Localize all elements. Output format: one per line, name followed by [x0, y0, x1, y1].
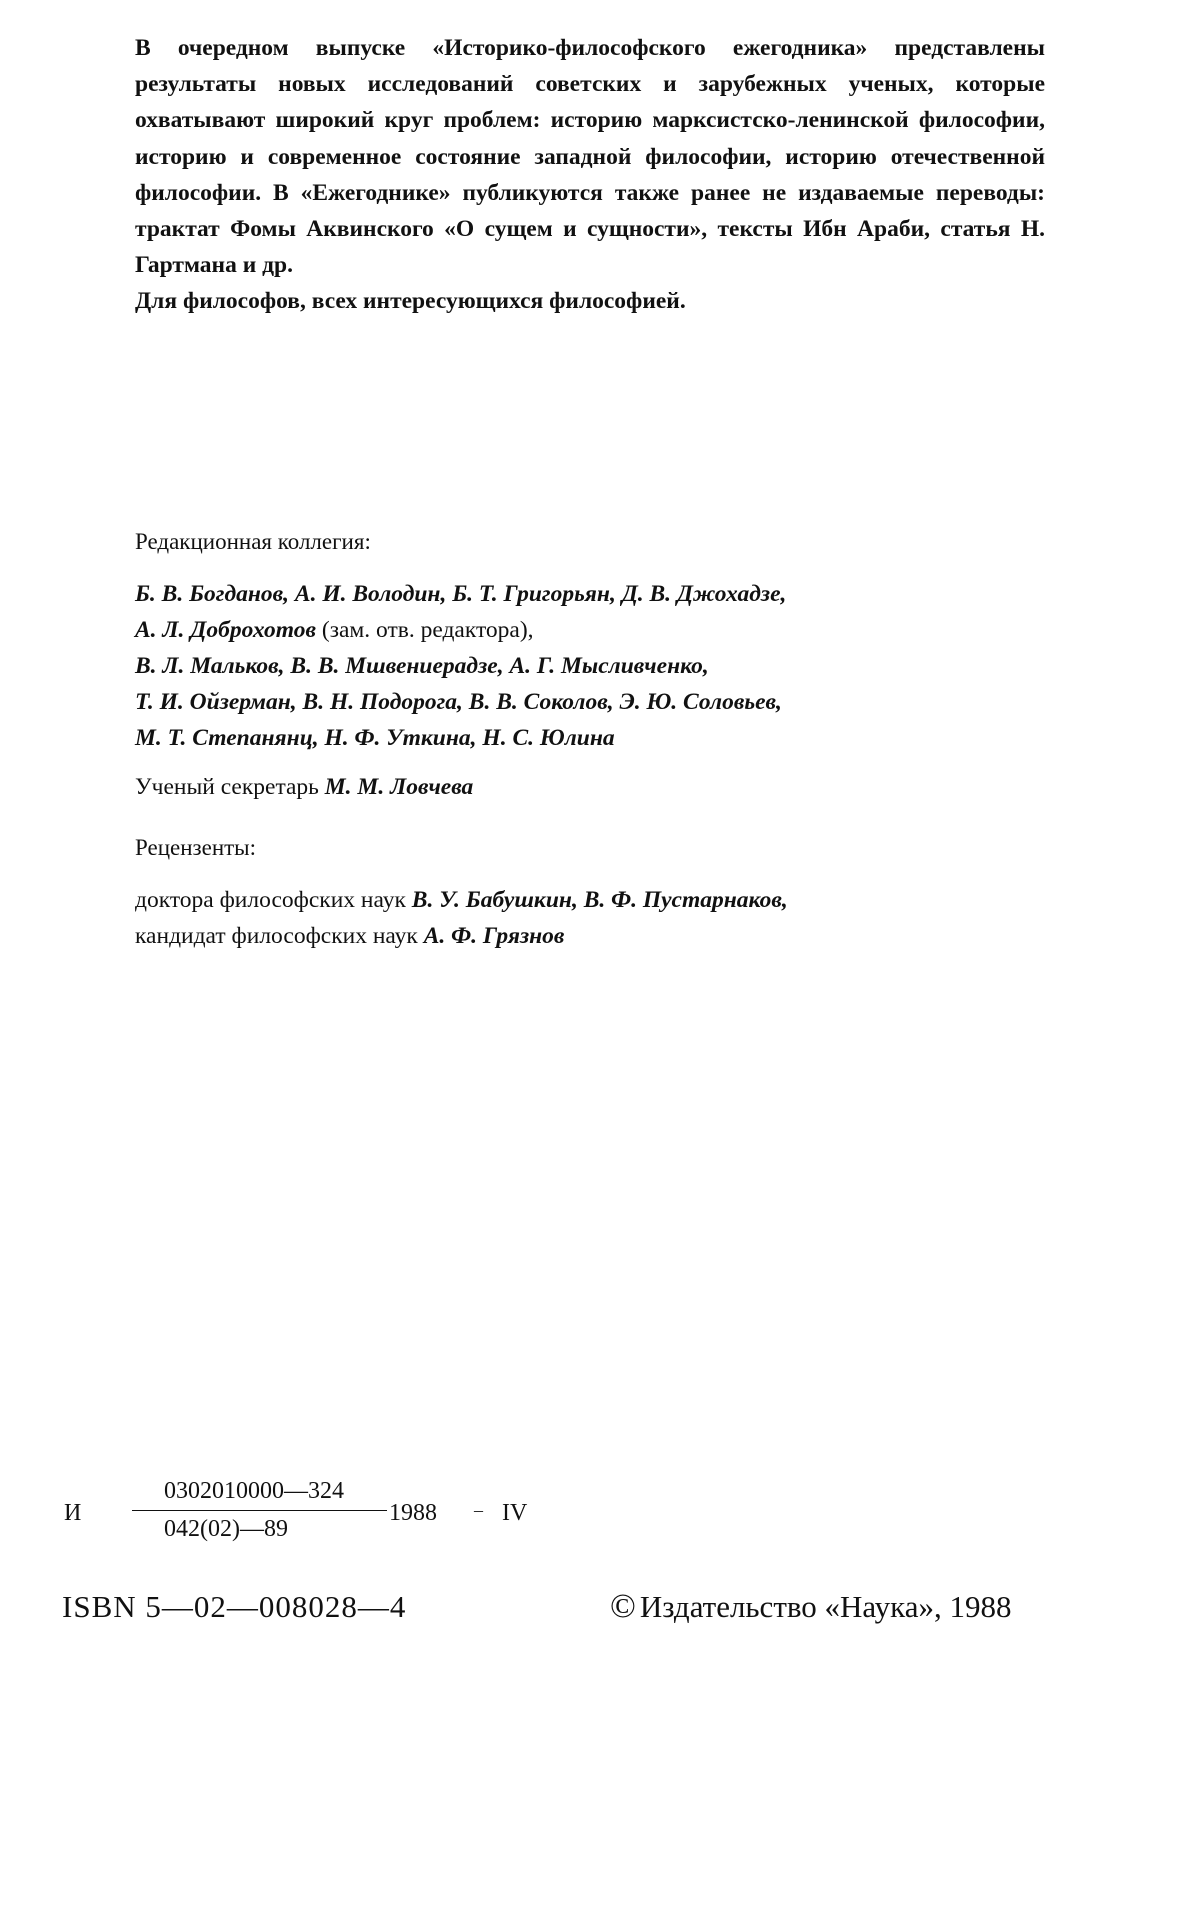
- reviewers-line-2-names: А. Ф. Грязнов: [423, 923, 565, 949]
- index-letter: И: [64, 1500, 82, 1526]
- copyright-text: Издательство «Наука», 1988: [639, 1589, 1012, 1624]
- book-annotation: [135, 30, 1045, 320]
- reviewers-line-1: [135, 882, 1045, 918]
- index-dash: –: [474, 1500, 483, 1520]
- index-roman: IV: [502, 1500, 528, 1526]
- secretary-name: М. М. Ловчева: [324, 774, 474, 800]
- board-line-1: Б. В. Богданов, А. И. Володин, Б. Т. Григорьян, Д. В. Джохадзе,: [135, 581, 787, 607]
- secretary-label: Ученый секретарь: [135, 774, 325, 800]
- editorial-board-members: [135, 576, 1045, 756]
- index-denominator: 042(02)—89: [164, 1516, 288, 1542]
- index-year: 1988: [389, 1500, 437, 1526]
- deputy-editor-note: (зам. отв. редактора),: [316, 617, 534, 643]
- index-numerator: 0302010000—324: [164, 1478, 344, 1504]
- copyright-icon: ©: [610, 1588, 636, 1625]
- editorial-board-label: Редакционная коллегия:: [135, 529, 371, 554]
- scientific-secretary: [135, 772, 1045, 802]
- board-line-3: В. Л. Мальков, В. В. Мшвениерадзе, А. Г. Мысливченко,: [135, 653, 709, 679]
- reviewers-label: Рецензенты:: [135, 835, 257, 860]
- board-line-5: М. Т. Степанянц, Н. Ф. Уткина, Н. С. Юлина: [135, 725, 615, 751]
- board-line-2: [135, 612, 1045, 648]
- annotation-paragraph: В очередном выпуске «Историко-философского ежегодника» представлены результаты новых исследований советских и зарубежных ученых, которые охватывают широкий круг проблем: историю марксистско-ленинской философии, историю и современное состояние западной философии, историю отечественной философии. В «Ежегоднике» публикуются также ранее не издаваемые переводы: трактат Фомы Аквинского «О сущем и сущности», тексты Ибн Араби, статья Н. Гартмана и др.: [135, 35, 1045, 279]
- copyright: [610, 1588, 1011, 1626]
- reviewers-list: [135, 882, 1045, 954]
- reviewers-line-2-prefix: кандидат философских наук: [135, 923, 424, 949]
- board-line-4: Т. И. Ойзерман, В. Н. Подорога, В. В. Соколов, Э. Ю. Соловьев,: [135, 689, 782, 715]
- isbn: ISBN 5—02—008028—4: [62, 1589, 407, 1624]
- deputy-editor-name: А. Л. Доброхотов: [135, 617, 316, 643]
- reviewers-line-1-prefix: доктора философских наук: [135, 887, 412, 913]
- reviewers-line-2: [135, 918, 1045, 954]
- reviewers-line-1-names: В. У. Бабушкин, В. Ф. Пустарнаков,: [411, 887, 788, 913]
- index-fraction-bar: [132, 1510, 387, 1511]
- annotation-audience: Для философов, всех интересующихся философией.: [135, 288, 686, 315]
